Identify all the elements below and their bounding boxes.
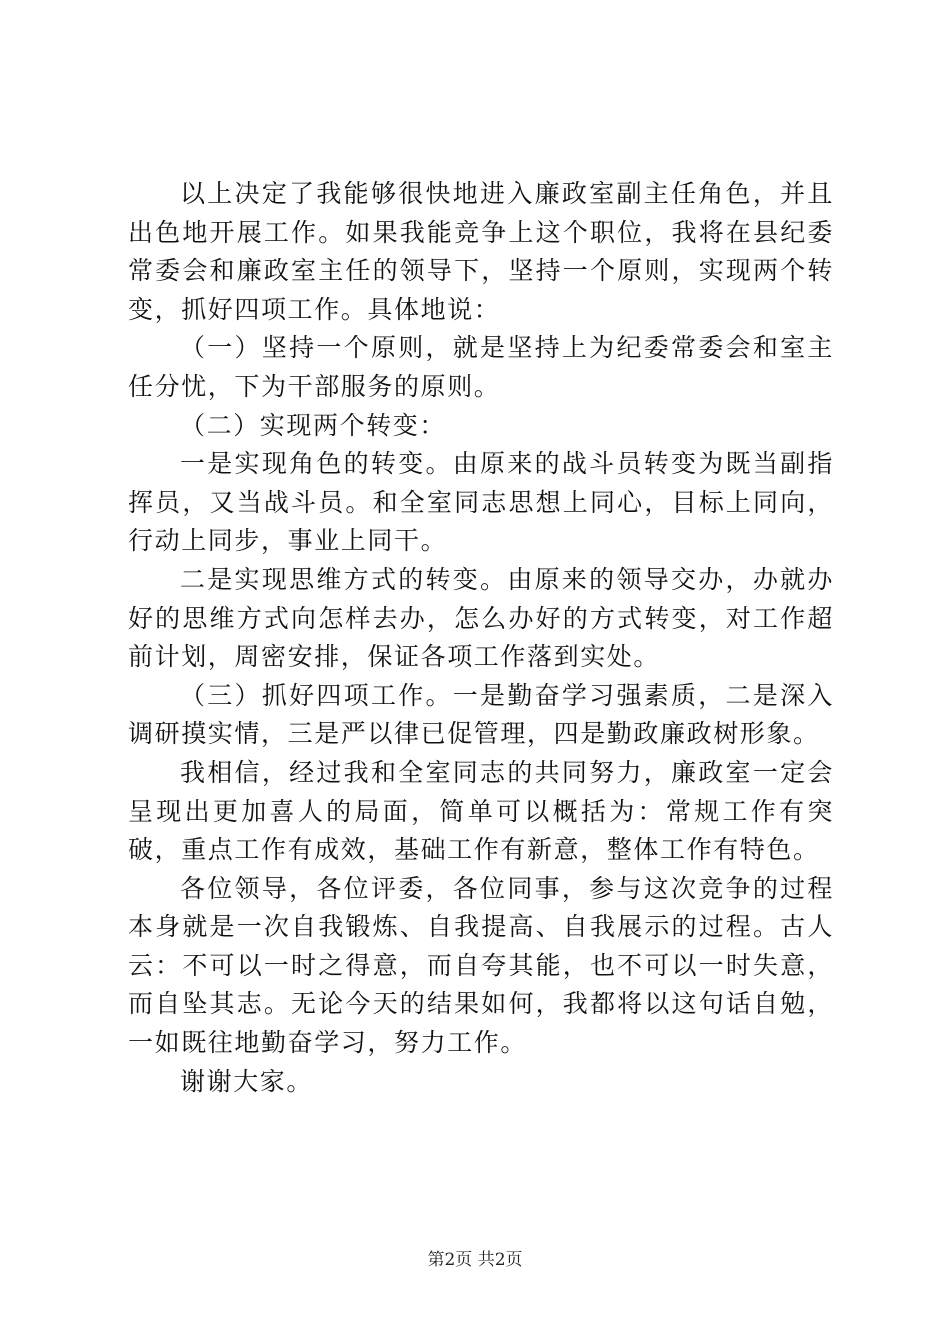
paragraph-intro: 以上决定了我能够很快地进入廉政室副主任角色，并且出色地开展工作。如果我能竞争上这个职位，我将在县纪委常委会和廉政室主任的领导下，坚持一个原则，实现两个转变，抓好四项工作。具体地说：	[128, 179, 834, 324]
paragraph-role-change: 一是实现角色的转变。由原来的战斗员转变为既当副指挥员，又当战斗员。和全室同志思想上同心，目标上同向，行动上同步，事业上同干。	[128, 449, 834, 556]
document-body	[128, 175, 834, 1101]
paragraph-belief: 我相信，经过我和全室同志的共同努力，廉政室一定会呈现出更加喜人的局面，简单可以概括为：常规工作有突破，重点工作有成效，基础工作有新意，整体工作有特色。	[128, 757, 834, 865]
paragraph-thanks: 谢谢大家。	[180, 1066, 314, 1096]
paragraph-four-tasks: （三）抓好四项工作。一是勤奋学习强素质，二是深入调研摸实情，三是严以律已促管理，四是勤政廉政树形象。	[128, 680, 834, 749]
paragraph-thinking-change: 二是实现思维方式的转变。由原来的领导交办，办就办好的思维方式向怎样去办，怎么办好的方式转变，对工作超前计划，周密安排，保证各项工作落到实处。	[128, 564, 834, 672]
paragraph-principle: （一）坚持一个原则，就是坚持上为纪委常委会和室主任分忧，下为干部服务的原则。	[128, 333, 834, 401]
page-footer: 第2页 共2页	[427, 1250, 523, 1270]
paragraph-two-changes-heading: （二）实现两个转变：	[180, 410, 447, 440]
paragraph-closing: 各位领导，各位评委，各位同事，参与这次竞争的过程本身就是一次自我锻炼、自我提高、自我展示的过程。古人云：不可以一时之得意，而自夸其能，也不可以一时失意，而自坠其志。无论今天的结果如何，我都将以这句话自勉，一如既往地勤奋学习，努力工作。	[128, 873, 834, 1058]
